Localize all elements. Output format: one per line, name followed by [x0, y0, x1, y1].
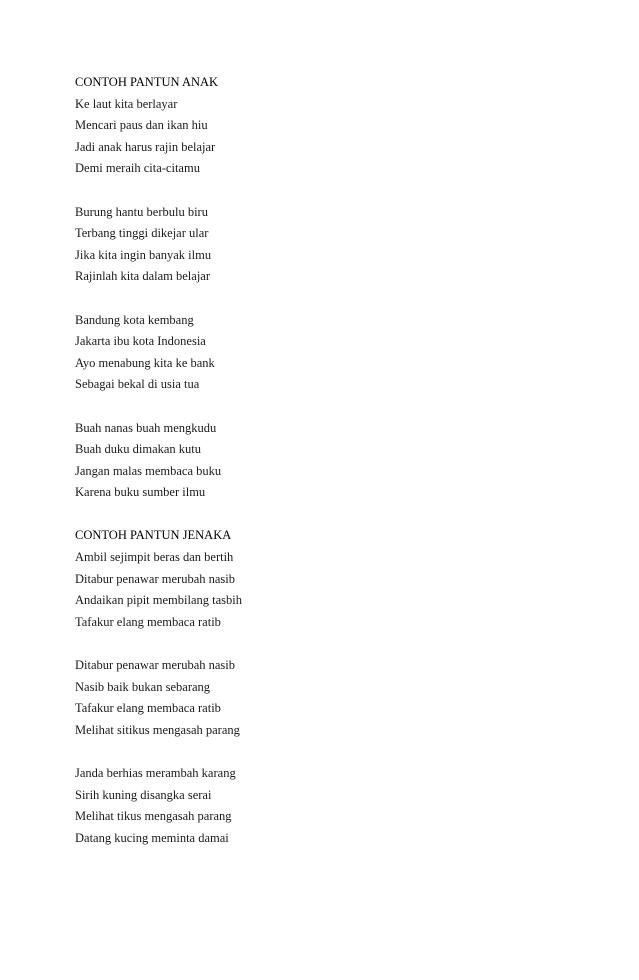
pantun-line: Ditabur penawar merubah nasib: [75, 658, 236, 673]
pantun-line: Ambil sejimpit beras dan bertih: [75, 550, 234, 565]
pantun-line: Sirih kuning disangka serai: [75, 787, 212, 802]
stanza-gap: [75, 288, 595, 310]
pantun-line: Jadi anak harus rajin belajar: [75, 139, 216, 154]
pantun-line: Buah duku dimakan kutu: [75, 442, 202, 457]
pantun-line: Terbang tinggi dikejar ular: [75, 226, 209, 241]
pantun-line: Ke laut kita berlayar: [75, 96, 178, 111]
pantun-line: Buah nanas buah mengkudu: [75, 420, 217, 435]
pantun-line: Jika kita ingin banyak ilmu: [75, 247, 212, 262]
pantun-line: Janda berhias merambah karang: [75, 766, 236, 780]
section-heading: CONTOH PANTUN JENAKA: [75, 528, 232, 543]
pantun-line: Burung hantu berbulu biru: [75, 204, 208, 219]
pantun-line: Karena buku sumber ilmu: [75, 485, 206, 500]
pantun-line: Tafakur elang membaca ratib: [75, 701, 221, 716]
pantun-line: Melihat sitikus mengasah parang: [75, 722, 240, 737]
pantun-line: Rajinlah kita dalam belajar: [75, 269, 211, 284]
stanza-gap: [75, 180, 595, 202]
pantun-line: Tafakur elang membaca ratib: [75, 614, 221, 629]
pantun-line: Demi meraih cita-citamu: [75, 161, 200, 176]
pantun-line: Ayo menabung kita ke bank: [75, 355, 215, 370]
pantun-line: Melihat tikus mengasah parang: [75, 809, 232, 824]
pantun-line: Mencari paus dan ikan hiu: [75, 118, 208, 133]
section-heading: CONTOH PANTUN ANAK: [75, 75, 219, 89]
pantun-line: Jakarta ibu kota Indonesia: [75, 334, 206, 349]
stanza-gap: [75, 396, 595, 418]
document-page: [75, 72, 595, 849]
stanza-gap: [75, 741, 595, 763]
pantun-line: Datang kucing meminta damai: [75, 830, 229, 845]
pantun-line: Andaikan pipit membilang tasbih: [75, 593, 242, 608]
stanza-gap: [75, 504, 595, 526]
pantun-line: Jangan malas membaca buku: [75, 463, 222, 478]
stanza-gap: [75, 633, 595, 655]
pantun-line: Bandung kota kembang: [75, 312, 194, 327]
pantun-line: Ditabur penawar merubah nasib: [75, 571, 236, 586]
pantun-line: Sebagai bekal di usia tua: [75, 377, 200, 392]
pantun-line: Nasib baik bukan sebarang: [75, 679, 211, 694]
